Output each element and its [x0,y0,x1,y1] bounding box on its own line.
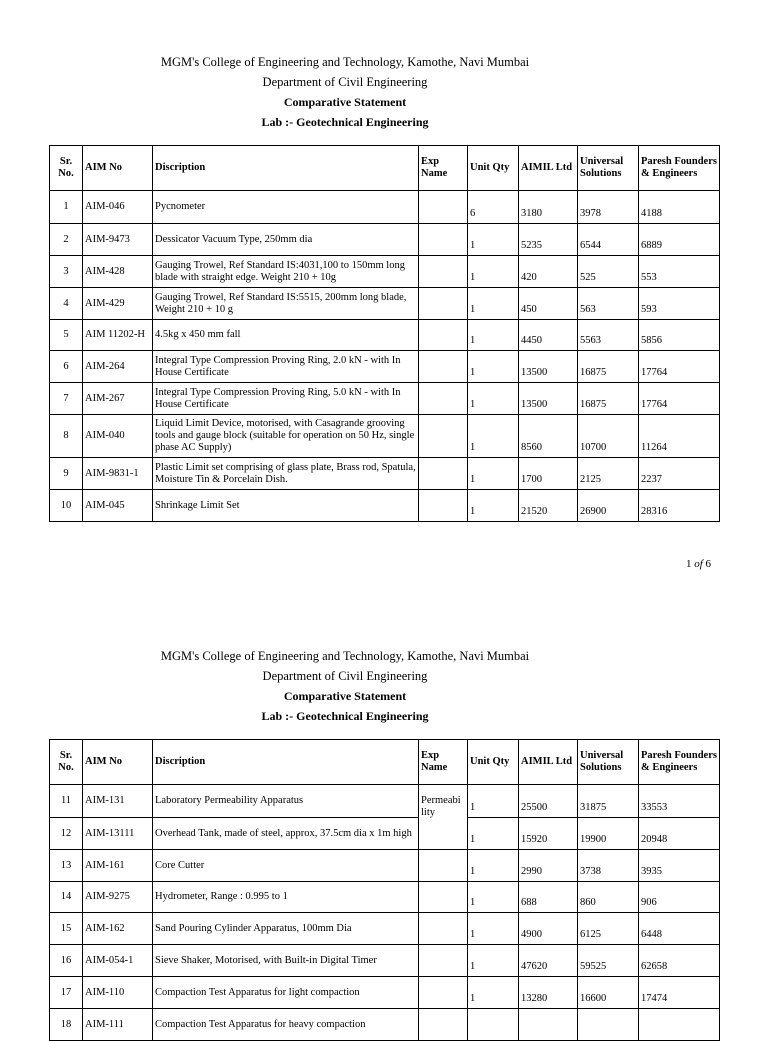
cell-universal: 16875 [578,383,639,415]
table-row [50,191,720,224]
cell-qty: 1 [468,383,519,415]
cell-sr: 2 [50,224,83,256]
cell-qty: 1 [468,320,519,351]
cell-aim: AIM-13111 [83,818,153,850]
cell-exp [419,224,468,256]
header-universal: Universal Solutions [578,740,639,785]
cell-aimil: 15920 [519,818,578,850]
cell-qty: 1 [468,945,519,977]
cell-universal: 59525 [578,945,639,977]
cell-aimil: 47620 [519,945,578,977]
cell-qty: 1 [468,913,519,945]
cell-desc: Integral Type Compression Proving Ring, 2.0 kN - with In House Certificate [153,351,419,383]
cell-universal: 19900 [578,818,639,850]
comparative-table [49,145,720,522]
table-row [50,945,720,977]
table-row [50,1009,720,1041]
cell-exp [419,351,468,383]
cell-qty: 1 [468,256,519,288]
header-aimil: AIMIL Ltd [519,740,578,785]
department-name: Department of Civil Engineering [262,75,428,89]
cell-desc: Plastic Limit set comprising of glass plate, Brass rod, Spatula, Moisture Tin & Porcelain Dish. [153,458,419,490]
department-name: Department of Civil Engineering [262,669,428,683]
cell-universal: 10700 [578,415,639,458]
table-row [50,785,720,818]
cell-desc: Pycnometer [153,191,419,224]
cell-exp [419,882,468,913]
cell-qty: 1 [468,850,519,882]
cell-aim: AIM-9473 [83,224,153,256]
cell-aim: AIM-131 [83,785,153,818]
cell-exp [419,458,468,490]
cell-exp [419,913,468,945]
cell-sr: 18 [50,1009,83,1041]
cell-desc: Compaction Test Apparatus for heavy compaction [153,1009,419,1041]
comparative-table [49,739,720,1041]
cell-sr: 17 [50,977,83,1009]
header-paresh: Paresh Founders & Engineers [639,740,720,785]
cell-aim: AIM-162 [83,913,153,945]
cell-universal: 3738 [578,850,639,882]
document-title: Comparative Statement [283,689,407,703]
cell-paresh: 62658 [639,945,720,977]
cell-paresh: 33553 [639,785,720,818]
cell-exp [419,850,468,882]
cell-exp: Permeabi lity [419,785,468,850]
table-row [50,458,720,490]
table-header-row [50,146,720,191]
cell-universal: 26900 [578,490,639,522]
cell-desc: Gauging Trowel, Ref Standard IS:5515, 200mm long blade, Weight 210 + 10 g [153,288,419,320]
cell-paresh: 4188 [639,191,720,224]
cell-exp [419,1009,468,1041]
cell-paresh [639,1009,720,1041]
table-body-page-1 [50,191,720,522]
table-row [50,882,720,913]
cell-sr: 6 [50,351,83,383]
table-row [50,415,720,458]
cell-exp [419,383,468,415]
cell-exp [419,288,468,320]
cell-qty: 1 [468,490,519,522]
page-of-label: of [694,558,703,570]
cell-paresh: 17764 [639,351,720,383]
cell-aim: AIM-040 [83,415,153,458]
cell-qty: 1 [468,977,519,1009]
cell-desc: Hydrometer, Range : 0.995 to 1 [153,882,419,913]
cell-sr: 13 [50,850,83,882]
cell-sr: 16 [50,945,83,977]
header-aim-no: AIM No [83,740,153,785]
header-aim-no: AIM No [83,146,153,191]
lab-name: Lab :- Geotechnical Engineering [261,115,429,129]
header-universal: Universal Solutions [578,146,639,191]
header-description: Discription [153,740,419,785]
header-aimil: AIMIL Ltd [519,146,578,191]
cell-sr: 5 [50,320,83,351]
cell-aimil: 13500 [519,351,578,383]
page-counter [686,558,711,570]
cell-paresh: 2237 [639,458,720,490]
cell-qty: 1 [468,288,519,320]
cell-qty: 1 [468,415,519,458]
cell-aimil: 8560 [519,415,578,458]
table-row [50,224,720,256]
cell-desc: Liquid Limit Device, motorised, with Casagrande grooving tools and gauge block (suitable for operation on 50 Hz, single phase AC Supply) [153,415,419,458]
cell-aim: AIM-428 [83,256,153,288]
cell-qty: 1 [468,224,519,256]
table-row [50,490,720,522]
cell-qty: 1 [468,458,519,490]
cell-sr: 10 [50,490,83,522]
cell-sr: 4 [50,288,83,320]
cell-qty: 6 [468,191,519,224]
cell-aimil: 450 [519,288,578,320]
header-unit-qty: Unit Qty [468,146,519,191]
cell-aimil: 688 [519,882,578,913]
cell-universal: 31875 [578,785,639,818]
cell-universal: 3978 [578,191,639,224]
cell-exp [419,945,468,977]
cell-sr: 8 [50,415,83,458]
table-row [50,320,720,351]
cell-aimil: 4900 [519,913,578,945]
cell-desc: Core Cutter [153,850,419,882]
cell-aim: AIM-9831-1 [83,458,153,490]
cell-aim: AIM-267 [83,383,153,415]
cell-paresh: 28316 [639,490,720,522]
cell-paresh: 11264 [639,415,720,458]
lab-name: Lab :- Geotechnical Engineering [261,709,429,723]
cell-aim: AIM-264 [83,351,153,383]
cell-aim: AIM-110 [83,977,153,1009]
cell-aimil: 5235 [519,224,578,256]
cell-sr: 9 [50,458,83,490]
cell-aimil: 25500 [519,785,578,818]
document-title: Comparative Statement [283,95,407,109]
cell-aim: AIM-045 [83,490,153,522]
cell-desc: Gauging Trowel, Ref Standard IS:4031,100 to 150mm long blade with straight edge. Weight 210 + 10g [153,256,419,288]
cell-exp [419,415,468,458]
cell-aim: AIM-9275 [83,882,153,913]
cell-sr: 7 [50,383,83,415]
header-sr-no: Sr. No. [50,740,83,785]
cell-aimil [519,1009,578,1041]
cell-aim: AIM 11202-H [83,320,153,351]
cell-paresh: 3935 [639,850,720,882]
cell-aim: AIM-429 [83,288,153,320]
college-name: MGM's College of Engineering and Technology, Kamothe, Navi Mumbai [160,55,530,69]
cell-qty: 1 [468,882,519,913]
cell-aimil: 3180 [519,191,578,224]
cell-desc: Dessicator Vacuum Type, 250mm dia [153,224,419,256]
header-unit-qty: Unit Qty [468,740,519,785]
cell-sr: 15 [50,913,83,945]
cell-qty: 1 [468,785,519,818]
cell-desc: 4.5kg x 450 mm fall [153,320,419,351]
cell-qty [468,1009,519,1041]
cell-aim: AIM-046 [83,191,153,224]
cell-universal [578,1009,639,1041]
cell-universal: 16600 [578,977,639,1009]
cell-aimil: 4450 [519,320,578,351]
cell-aimil: 420 [519,256,578,288]
cell-paresh: 20948 [639,818,720,850]
cell-universal: 6125 [578,913,639,945]
cell-universal: 2125 [578,458,639,490]
cell-universal: 6544 [578,224,639,256]
cell-paresh: 6448 [639,913,720,945]
header-description: Discription [153,146,419,191]
cell-aim: AIM-111 [83,1009,153,1041]
table-row [50,850,720,882]
cell-universal: 860 [578,882,639,913]
header-sr-no: Sr. No. [50,146,83,191]
table-row [50,288,720,320]
cell-qty: 1 [468,351,519,383]
table-row [50,351,720,383]
table-header-row [50,740,720,785]
cell-desc: Sieve Shaker, Motorised, with Built-in Digital Timer [153,945,419,977]
table-row [50,818,720,850]
cell-sr: 3 [50,256,83,288]
cell-universal: 563 [578,288,639,320]
cell-qty: 1 [468,818,519,850]
cell-desc: Overhead Tank, made of steel, approx, 37.5cm dia x 1m high [153,818,419,850]
cell-exp [419,256,468,288]
cell-paresh: 906 [639,882,720,913]
cell-desc: Compaction Test Apparatus for light compaction [153,977,419,1009]
cell-paresh: 5856 [639,320,720,351]
cell-aimil: 1700 [519,458,578,490]
header-exp-name: Exp Name [419,146,468,191]
header-paresh: Paresh Founders & Engineers [639,146,720,191]
cell-sr: 1 [50,191,83,224]
cell-paresh: 553 [639,256,720,288]
table-row [50,977,720,1009]
cell-desc: Laboratory Permeability Apparatus [153,785,419,818]
cell-sr: 11 [50,785,83,818]
cell-exp [419,191,468,224]
cell-desc: Sand Pouring Cylinder Apparatus, 100mm Dia [153,913,419,945]
page-total: 6 [705,558,711,570]
cell-desc: Integral Type Compression Proving Ring, 5.0 kN - with In House Certificate [153,383,419,415]
cell-universal: 525 [578,256,639,288]
header-exp-name: Exp Name [419,740,468,785]
cell-universal: 5563 [578,320,639,351]
table-body-page-2 [50,785,720,1041]
cell-paresh: 593 [639,288,720,320]
cell-paresh: 17474 [639,977,720,1009]
cell-paresh: 6889 [639,224,720,256]
table-row [50,256,720,288]
cell-exp [419,490,468,522]
table-row [50,383,720,415]
cell-aimil: 2990 [519,850,578,882]
college-name: MGM's College of Engineering and Technology, Kamothe, Navi Mumbai [160,649,530,663]
cell-sr: 14 [50,882,83,913]
cell-aim: AIM-161 [83,850,153,882]
table-row [50,913,720,945]
cell-paresh: 17764 [639,383,720,415]
cell-aimil: 13280 [519,977,578,1009]
page-number: 1 [685,558,692,570]
cell-aimil: 21520 [519,490,578,522]
cell-exp [419,320,468,351]
cell-aimil: 13500 [519,383,578,415]
cell-desc: Shrinkage Limit Set [153,490,419,522]
cell-aim: AIM-054-1 [83,945,153,977]
cell-sr: 12 [50,818,83,850]
cell-exp [419,977,468,1009]
cell-universal: 16875 [578,351,639,383]
